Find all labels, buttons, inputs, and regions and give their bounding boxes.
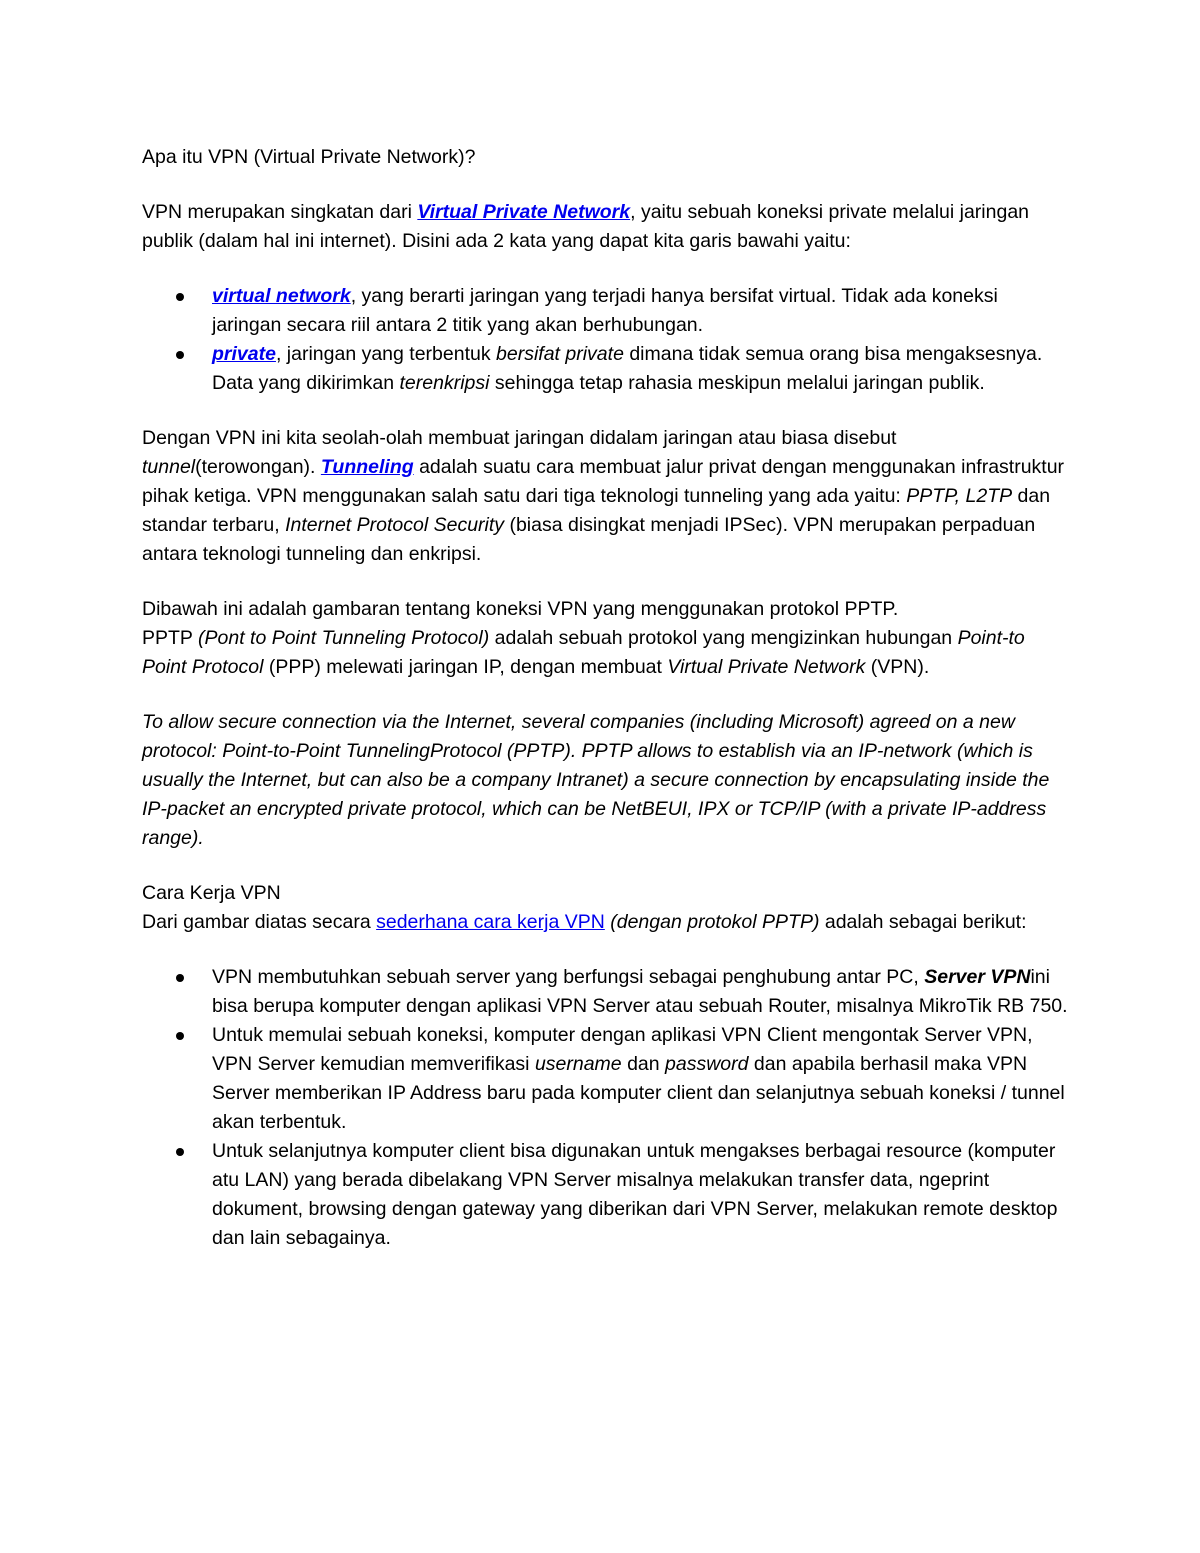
cara-kerja-vpn-link[interactable]: sederhana cara kerja VPN: [376, 911, 605, 933]
quote-paragraph: To allow secure connection via the Internet, several companies (including Microsoft) agreed on a new protocol: Point-to-Point TunnelingProtocol (PPTP). PPTP allows to establish via an IP-network (which is usually the Internet, but can also be a company Intranet) a secure connection by encapsulating inside the IP-packet an encrypted private protocol, which can be NetBEUI, IPX or TCP/IP (with a private IP-address range).: [142, 711, 1050, 849]
list-item: private, jaringan yang terbentuk bersifat private dimana tidak semua orang bisa mengaksesnya. Data yang dikirimkan terenkripsi sehingga tetap rahasia meskipun melalui jaringan publik.: [142, 340, 1072, 398]
list-item: Untuk memulai sebuah koneksi, komputer dengan aplikasi VPN Client mengontak Server VPN, VPN Server kemudian memverifikasi username dan password dan apabila berhasil maka VPN Server memberikan IP Address baru pada komputer client dan selanjutnya sebuah koneksi / tunnel akan terbentuk.: [142, 1021, 1072, 1137]
list-item: VPN membutuhkan sebuah server yang berfungsi sebagai penghubung antar PC, Server VPNini bisa berupa komputer dengan aplikasi VPN Server atau sebuah Router, misalnya MikroTik RB 750.: [142, 963, 1072, 1021]
list-item: Untuk selanjutnya komputer client bisa digunakan untuk mengakses berbagai resource (komputer atu LAN) yang berada dibelakang VPN Server misalnya melakukan transfer data, ngeprint dokument, browsing dengan gateway yang diberikan dari VPN Server, melakukan remote desktop dan lain sebagainya.: [142, 1137, 1072, 1253]
private-link[interactable]: private: [212, 343, 276, 365]
virtual-network-link[interactable]: virtual network: [212, 285, 351, 307]
section-heading: Cara Kerja VPN: [142, 882, 281, 904]
page-title: Apa itu VPN (Virtual Private Network)?: [142, 146, 476, 168]
tunneling-paragraph: Dengan VPN ini kita seolah-olah membuat jaringan didalam jaringan atau biasa disebut tunnel(terowongan). Tunneling adalah suatu cara membuat jalur privat dengan menggunakan infrastruktur pihak ketiga. VPN menggunakan salah satu dari tiga teknologi tunneling yang ada yaitu: PPTP, L2TP dan standar terbaru, Internet Protocol Security (biasa disingkat menjadi IPSec). VPN merupakan perpaduan antara teknologi tunneling dan enkripsi.: [142, 427, 1065, 565]
intro-paragraph: VPN merupakan singkatan dari Virtual Private Network, yaitu sebuah koneksi private melalui jaringan publik (dalam hal ini internet). Disini ada 2 kata yang dapat kita garis bawahi yaitu:: [142, 201, 1030, 252]
virtual-private-network-link[interactable]: Virtual Private Network: [417, 201, 631, 223]
steps-list: [142, 963, 1072, 1253]
pptp-paragraph: Dibawah ini adalah gambaran tentang koneksi VPN yang menggunakan protokol PPTP. PPTP (Pont to Point Tunneling Protocol) adalah sebuah protokol yang mengizinkan hubungan Point-to Point Protocol (PPP) melewati jaringan IP, dengan membuat Virtual Private Network (VPN).: [142, 598, 1025, 678]
section-intro: Dari gambar diatas secara sederhana cara kerja VPN (dengan protokol PPTP) adalah sebagai berikut:: [142, 911, 1027, 933]
document-page: [142, 143, 1072, 1253]
definition-list: [142, 282, 1072, 398]
tunneling-link[interactable]: Tunneling: [320, 456, 414, 478]
list-item: virtual network, yang berarti jaringan yang terjadi hanya bersifat virtual. Tidak ada koneksi jaringan secara riil antara 2 titik yang akan berhubungan.: [142, 282, 1072, 340]
